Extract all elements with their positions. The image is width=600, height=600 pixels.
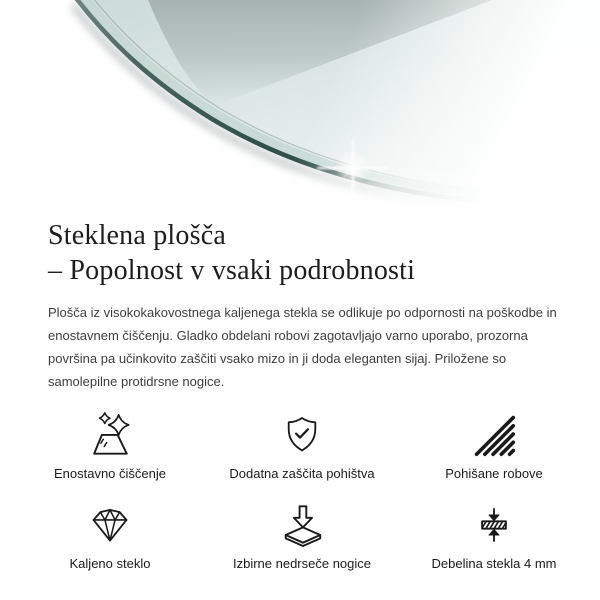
feature-label: Izbirne nedrseče nogice (232, 556, 372, 571)
shield-check-icon (280, 411, 324, 457)
glass-panel-illustration (0, 0, 600, 212)
feature-grid (14, 411, 590, 571)
feature-glass-thickness (398, 501, 590, 571)
page-title (48, 218, 558, 288)
feature-furniture-protection (206, 411, 398, 481)
content-area (0, 218, 600, 571)
feature-label: Pohišane robove (445, 466, 543, 481)
feature-tempered-glass (14, 501, 206, 571)
feature-label: Enostavno čiščenje (53, 466, 166, 481)
feature-label: Kaljeno steklo (69, 556, 151, 571)
feature-easy-cleaning (14, 411, 206, 481)
feature-non-slip-feet (206, 501, 398, 571)
polished-edge-icon (472, 411, 516, 457)
title-line-1: Steklena plošča (48, 220, 226, 251)
diamond-icon (88, 501, 132, 547)
non-slip-feet-icon (279, 501, 325, 547)
glass-thickness-icon (472, 501, 516, 547)
feature-label: Dodatna zaščita pohištva (229, 466, 375, 481)
feature-polished-edges (398, 411, 590, 481)
title-line-2: – Popolnost v vsaki podrobnosti (48, 255, 416, 286)
glass-panel-photo (0, 0, 600, 212)
sparkle-clean-icon (87, 411, 133, 457)
product-description: Plošča iz visokokakovostnega kaljenega stekla se odlikuje po odpornosti na poškodbe in enostavnem čiščenju. Gladko obdelani robovi zagotavljajo varno uporabo, prozorna površina pa učinkovito zaščiti vsako mizo in ji doda eleganten sijaj. Priložene so samolepilne protidrsne nogice. (48, 305, 557, 389)
feature-label: Debelina stekla 4 mm (431, 556, 557, 571)
